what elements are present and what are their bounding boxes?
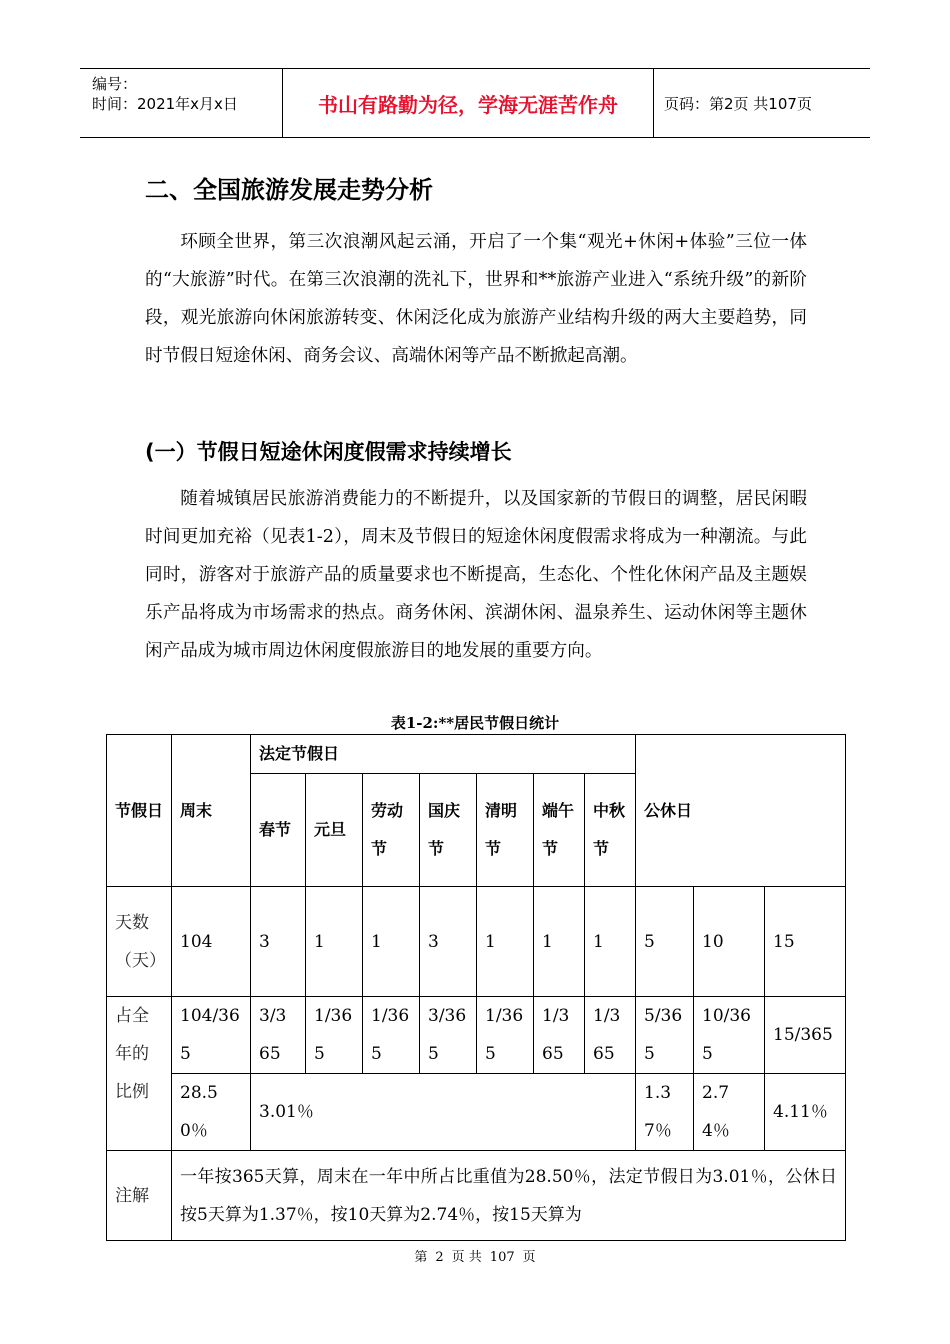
header-meta <box>80 69 283 137</box>
ratio-cell: 15/365 <box>765 997 846 1074</box>
ratio-weekend: 104/365 <box>172 997 251 1074</box>
header-spring-festival: 春节 <box>251 774 306 887</box>
pct-weekend: 28.50％ <box>172 1074 251 1151</box>
header-national-day: 国庆节 <box>420 774 477 887</box>
page-header <box>80 68 870 138</box>
days-cell: 5 <box>636 887 694 997</box>
days-cell: 1 <box>306 887 363 997</box>
ratio-cell: 3/365 <box>420 997 477 1074</box>
ratio-cell: 10/365 <box>694 997 765 1074</box>
ratio-cell: 1/365 <box>585 997 636 1074</box>
days-cell: 3 <box>251 887 306 997</box>
table-caption: 表1-2:**居民节假日统计 <box>390 714 560 732</box>
ratio-label: 占全年的比例 <box>107 997 172 1151</box>
holiday-stats-table <box>106 734 846 1241</box>
footer-current-page: 2 <box>435 1250 444 1265</box>
page-info-text: 页码：第2页 共107页 <box>664 94 812 113</box>
note-text: 一年按365天算，周末在一年中所占比重值为28.50％，法定节假日为3.01％，公休日按5天算为1.37％，按10天算为2.74％，按15天算为 <box>172 1151 846 1241</box>
days-cell: 1 <box>585 887 636 997</box>
pct-cell: 2.74％ <box>694 1074 765 1151</box>
days-label: 天数（天） <box>107 887 172 997</box>
table-row <box>107 1074 846 1151</box>
table-row <box>107 1151 846 1241</box>
days-cell: 1 <box>477 887 534 997</box>
days-cell: 1 <box>363 887 420 997</box>
days-cell: 1 <box>534 887 585 997</box>
paragraph-intro: 环顾全世界，第三次浪潮风起云涌，开启了一个集“观光+休闲+体验”三位一体的“大旅游”时代。在第三次浪潮的洗礼下，世界和**旅游产业进入“系统升级”的新阶段，观光旅游向休闲旅游转变、休闲泛化成为旅游产业结构升级的两大主要趋势，同时节假日短途休闲、商务会议、高端休闲等产品不断掀起高潮。 <box>145 232 807 366</box>
footer-prefix: 第 <box>414 1250 428 1265</box>
subsection-title: (一）节假日短途休闲度假需求持续增长 <box>145 440 512 464</box>
paragraph-holiday-demand: 随着城镇居民旅游消费能力的不断提升，以及国家新的节假日的调整，居民闲暇时间更加充裕（见表1-2），周末及节假日的短途休闲度假需求将成为一种潮流。与此同时，游客对于旅游产品的质量要求也不断提高，生态化、个性化休闲产品及主题娱乐产品将成为市场需求的热点。商务休闲、滨湖休闲、温泉养生、运动休闲等主题休闲产品成为城市周边休闲度假旅游目的地发展的重要方向。 <box>145 489 807 661</box>
header-public-rest-days: 公休日 <box>636 735 846 887</box>
header-page-info <box>654 69 870 137</box>
header-holiday: 节假日 <box>107 735 172 887</box>
header-mid-autumn: 中秋节 <box>585 774 636 887</box>
date-label: 时间：2021年x月x日 <box>92 95 238 113</box>
ratio-cell: 1/365 <box>306 997 363 1074</box>
ratio-cell: 1/365 <box>477 997 534 1074</box>
ratio-cell: 5/365 <box>636 997 694 1074</box>
header-motto: 书山有路勤为径，学海无涯苦作舟 <box>283 69 654 137</box>
table-row <box>107 887 846 997</box>
pct-cell: 1.37％ <box>636 1074 694 1151</box>
days-cell: 3 <box>420 887 477 997</box>
header-dragon-boat: 端午节 <box>534 774 585 887</box>
days-cell: 15 <box>765 887 846 997</box>
pct-cell: 4.11％ <box>765 1074 846 1151</box>
footer-total-pages: 107 <box>489 1250 515 1265</box>
header-labor-day: 劳动节 <box>363 774 420 887</box>
days-cell: 10 <box>694 887 765 997</box>
header-weekend: 周末 <box>172 735 251 887</box>
header-legal-holidays: 法定节假日 <box>251 735 636 774</box>
footer-suffix: 页 <box>522 1250 536 1265</box>
page-footer <box>0 1246 950 1265</box>
pct-legal: 3.01％ <box>251 1074 636 1151</box>
days-weekend: 104 <box>172 887 251 997</box>
section-title: 二、全国旅游发展走势分析 <box>145 176 433 204</box>
ratio-cell: 3/365 <box>251 997 306 1074</box>
header-new-year: 元旦 <box>306 774 363 887</box>
table-row <box>107 997 846 1074</box>
footer-mid: 页 共 <box>451 1250 482 1265</box>
number-label: 编号： <box>92 75 138 93</box>
ratio-cell: 1/365 <box>363 997 420 1074</box>
table-row <box>107 735 846 774</box>
note-label: 注解 <box>107 1151 172 1241</box>
header-qingming: 清明节 <box>477 774 534 887</box>
ratio-cell: 1/365 <box>534 997 585 1074</box>
